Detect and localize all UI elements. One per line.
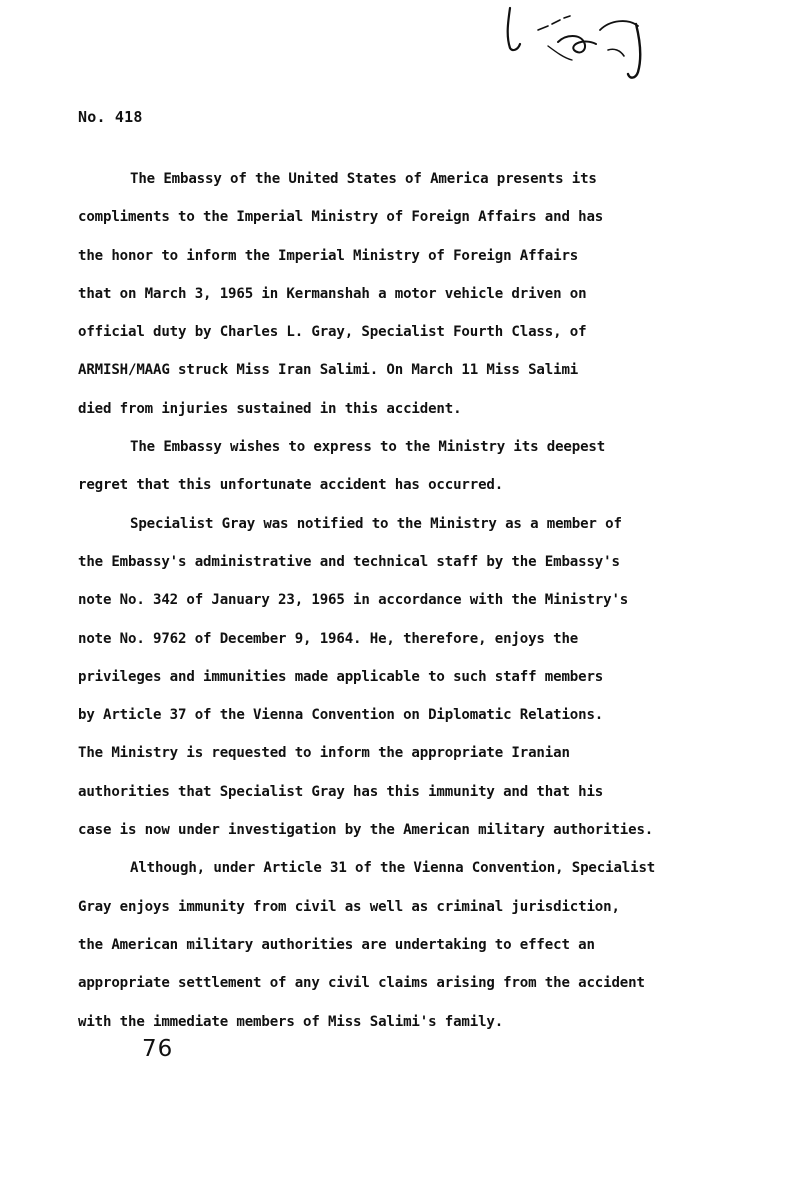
paragraph-line: privileges and immunities made applicable to such staff members bbox=[78, 668, 604, 685]
paragraph-line: that on March 3, 1965 in Kermanshah a motor vehicle driven on bbox=[78, 285, 587, 302]
note-number: No. 418 bbox=[78, 108, 143, 126]
paragraph-line: the American military authorities are undertaking to effect an bbox=[78, 936, 595, 953]
paragraph-line: The Ministry is requested to inform the appropriate Iranian bbox=[78, 745, 570, 762]
paragraph-line: note No. 342 of January 23, 1965 in accordance with the Ministry's bbox=[78, 592, 629, 609]
paragraph-line: case is now under investigation by the American military authorities. bbox=[78, 822, 654, 839]
paragraph-line: regret that this unfortunate accident has occurred. bbox=[78, 477, 504, 494]
paragraph-line: authorities that Specialist Gray has this immunity and that his bbox=[78, 783, 604, 800]
paragraph-line: the honor to inform the Imperial Ministry of Foreign Affairs bbox=[78, 247, 579, 264]
paragraph-line: Specialist Gray was notified to the Ministry as a member of bbox=[130, 515, 622, 532]
note-body bbox=[78, 160, 768, 1041]
paragraph-line: the Embassy's administrative and technical staff by the Embassy's bbox=[78, 553, 620, 570]
paragraph-line: The Embassy wishes to express to the Ministry its deepest bbox=[130, 439, 606, 456]
paragraph-line: note No. 9762 of December 9, 1964. He, therefore, enjoys the bbox=[78, 630, 579, 647]
paragraph-line: appropriate settlement of any civil claims arising from the accident bbox=[78, 975, 645, 992]
paragraph-line: The Embassy of the United States of America presents its bbox=[130, 171, 597, 187]
paragraph-line: Although, under Article 31 of the Vienna Convention, Specialist bbox=[130, 860, 656, 877]
paragraph-line: ARMISH/MAAG struck Miss Iran Salimi. On March 11 Miss Salimi bbox=[78, 362, 579, 379]
paragraph-line: with the immediate members of Miss Salimi's family. bbox=[78, 1013, 504, 1030]
paragraph-line: by Article 37 of the Vienna Convention on Diplomatic Relations. bbox=[78, 707, 604, 724]
paragraph-line: official duty by Charles L. Gray, Specialist Fourth Class, of bbox=[78, 324, 587, 341]
paragraph-line: compliments to the Imperial Ministry of Foreign Affairs and has bbox=[78, 209, 604, 226]
paragraph-line: Gray enjoys immunity from civil as well as criminal jurisdiction, bbox=[78, 898, 620, 915]
page-number: 76 bbox=[142, 1036, 174, 1062]
handwritten-initials bbox=[488, 0, 663, 85]
paragraph-line: died from injuries sustained in this accident. bbox=[78, 400, 462, 417]
